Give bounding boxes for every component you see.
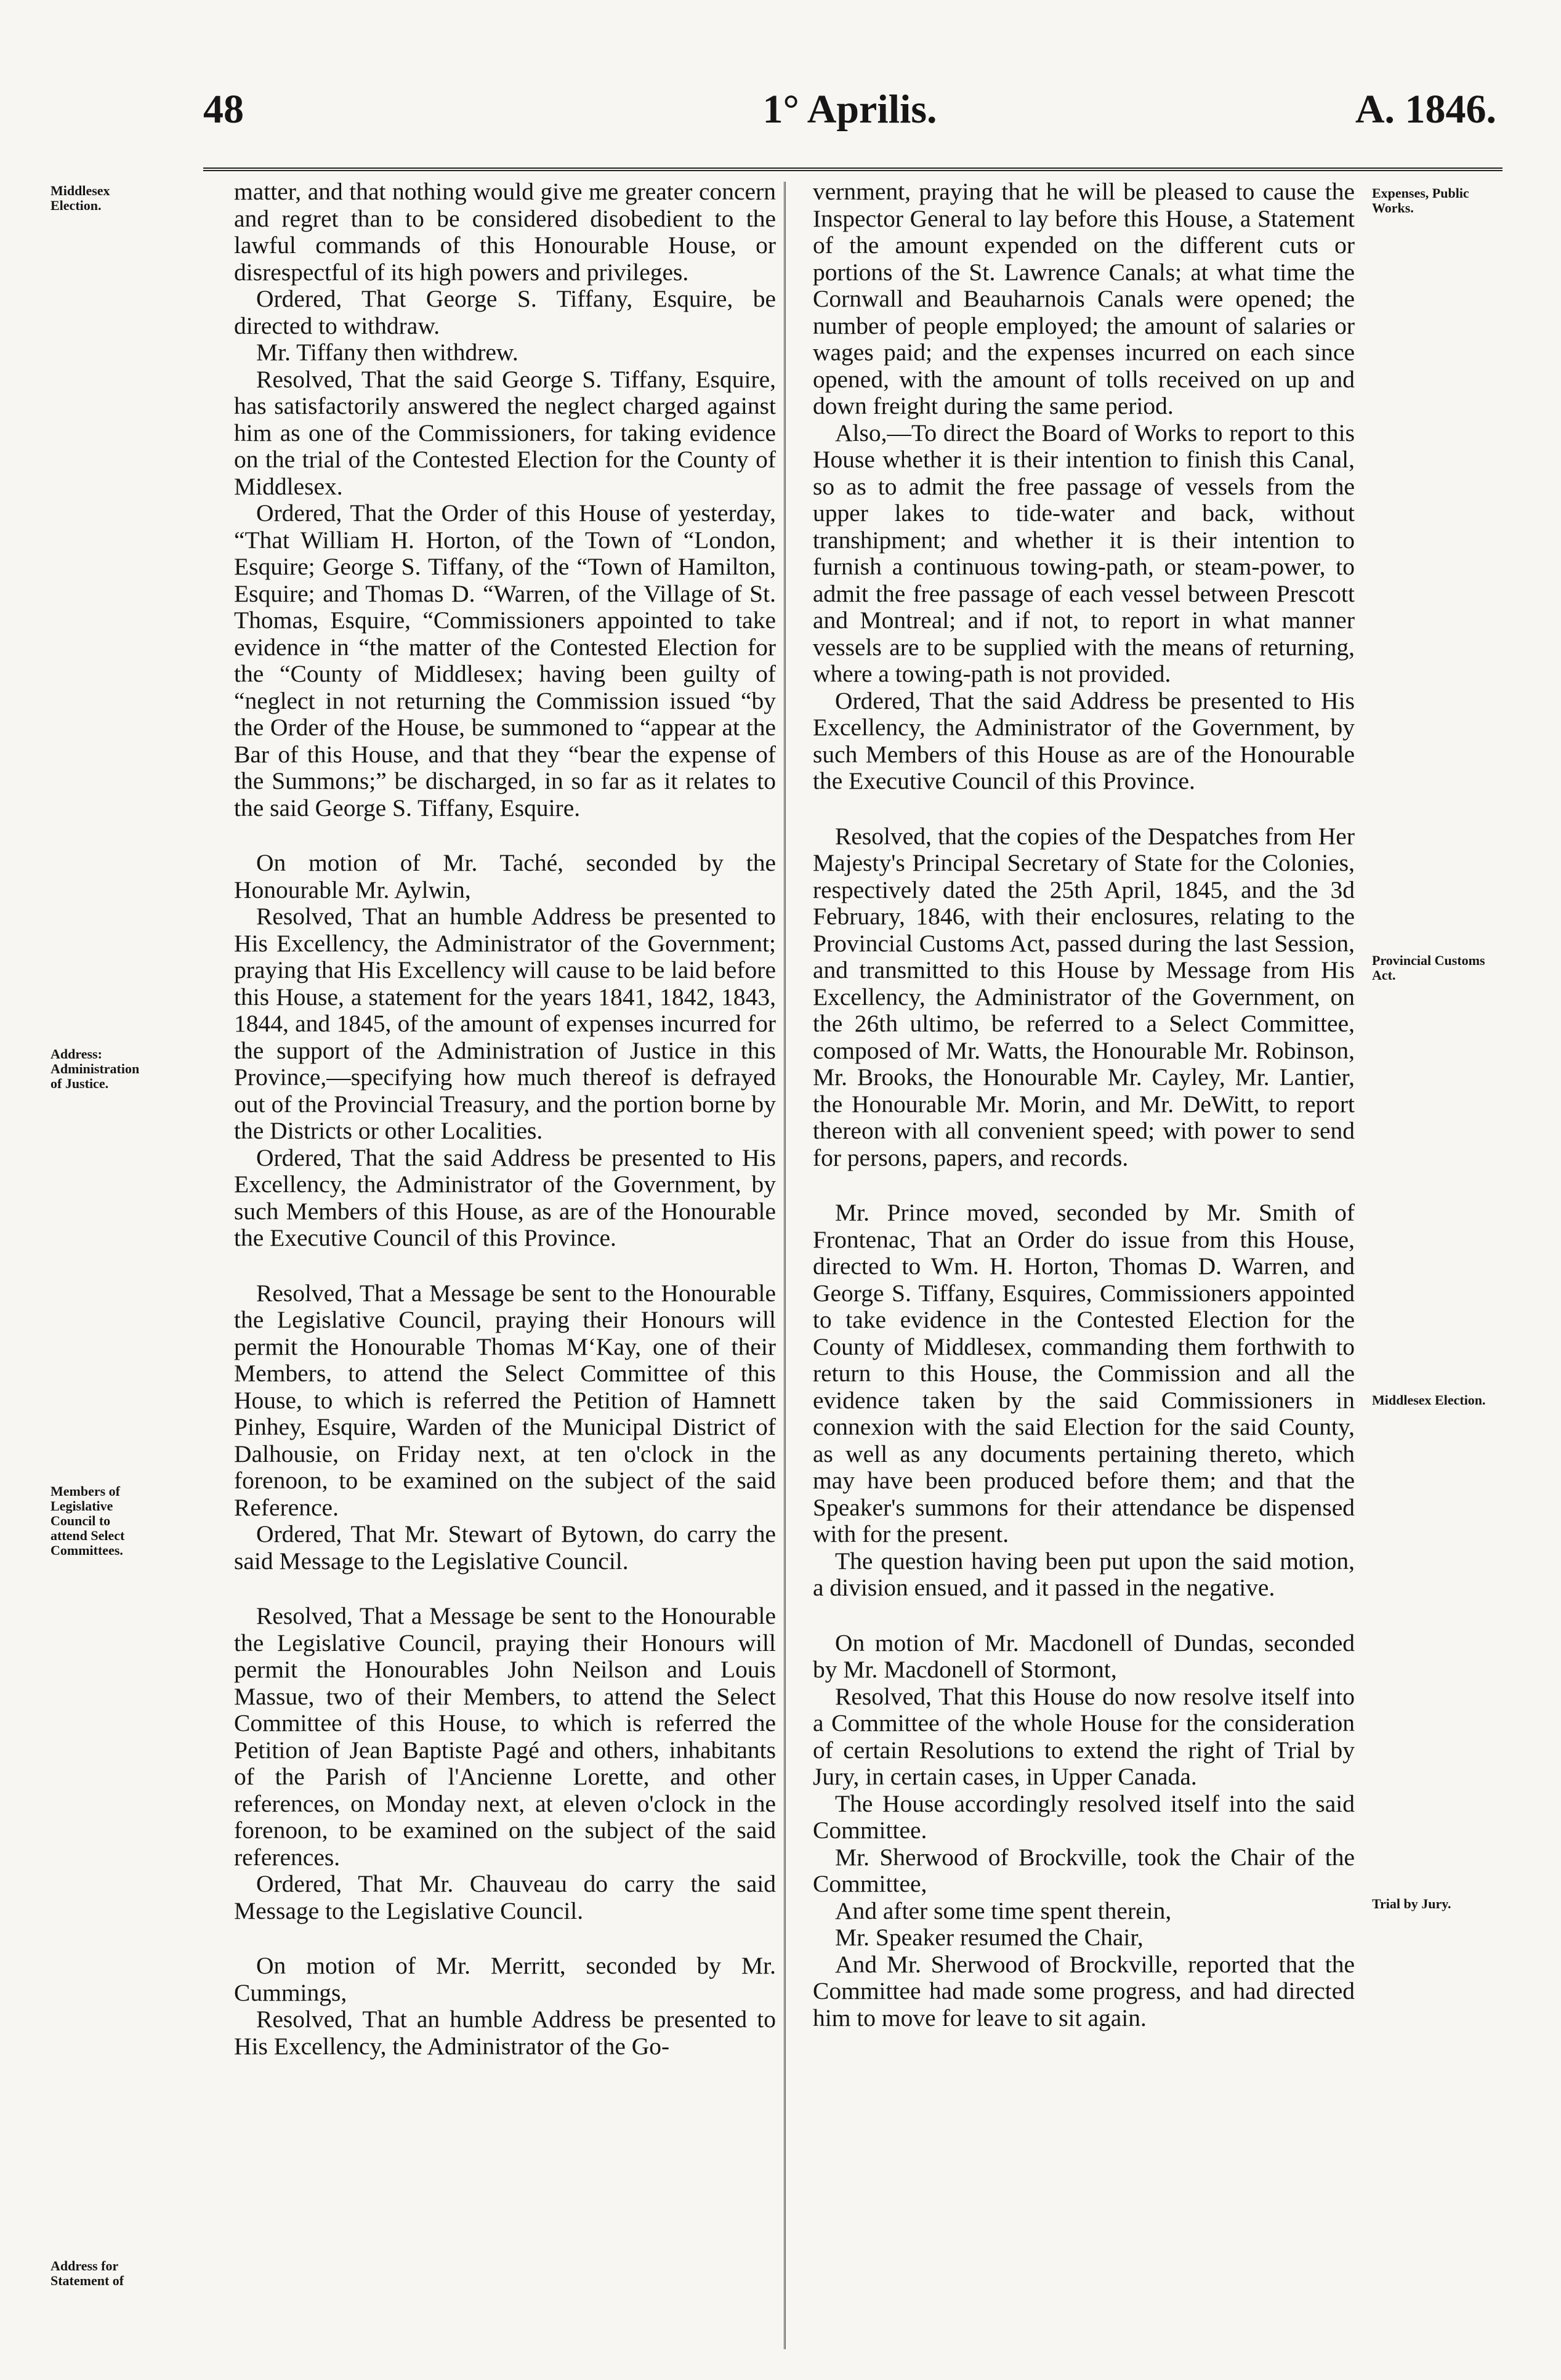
paragraph: Resolved, That an humble Address be presented to His Excellency, the Administrator of the Government; praying that His Excellency will cause to be laid before this House, a statement for the years 1841, 1842, 1843, 1844, and 1845, of the amount of expenses incurred for the support of the Administration of Justice in this Province,—specifying how much thereof is defrayed out of the Provincial Treasury, and the portion borne by the Districts or other Localities. [234,903,776,1144]
paragraph: Mr. Speaker resumed the Chair, [835,1924,1144,1951]
paragraph: Also,—To direct the Board of Works to report to this House whether it is their intention to finish this Canal, so as to admit the free passage of vessels from the upper lakes to tide-water and back, without transhipment; and whether it is their intention to furnish a continuous towing-path, or steam-power, to admit the free passage of each vessel between Prescott and Montreal; and if not, to report in what manner vessels are to be supplied with the means of returning, where a towing-path is not provided. [813,419,1355,687]
paragraph: Ordered, That George S. Tiffany, Esquire, be directed to withdraw. [234,285,776,339]
paragraph: matter, and that nothing would give me greater concern and regret than to be considered disobedient to the lawful commands of this Honourable House, or disrespectful of its high powers and privileges. [234,178,776,286]
paragraph: Ordered, That the said Address be presented to His Excellency, the Administrator of the Government, by such Members of this House as are of the Honourable the Executive Council of this Province. [813,687,1355,794]
paragraph: Mr. Prince moved, seconded by Mr. Smith of Frontenac, That an Order do issue from this House, directed to Wm. H. Horton, Thomas D. Warren, and George S. Tiffany, Esquires, Commissioners appointed to take evidence in the Contested Election for the County of Middlesex, commanding them forthwith to return to this House, the Commission and all the evidence taken by the said Commissioners in connexion with the said Election for the said County, as well as any documents pertaining thereto, which may have been produced before them; and that the Speaker's summons for their attendance be dispensed with for the present. [813,1199,1355,1547]
paragraph: Ordered, That Mr. Stewart of Bytown, do carry the said Message to the Legislative Council. [234,1520,776,1575]
paragraph: Ordered, That the said Address be presented to His Excellency, the Administrator of the Government, by such Members of this House, as are of the Honourable the Executive Council of this Province. [234,1144,776,1251]
margin-note-middlesex-election-2: Middlesex Election. [1372,1392,1486,1408]
margin-note-provincial-customs: Provincial Customs Act. [1372,953,1485,983]
header-rule [203,167,1503,171]
margin-note-members-council: Members of Legislative Council to attend Select Committees. [50,1483,125,1558]
paragraph: Mr. Sherwood of Brockville, took the Chair of the Committee, [813,1843,1355,1897]
paragraph: Resolved, That this House do now resolve itself into a Committee of the whole House for the consideration of certain Resolutions to extend the right of Trial by Jury, in certain cases, in Upper Canada. [813,1682,1355,1790]
paragraph: Mr. Tiffany then withdrew. [256,339,518,366]
paragraph: Resolved, that the copies of the Despatches from Her Majesty's Principal Secretary of State for the Colonies, respectively dated the 25th April, 1845, and the 3d February, 1846, with their enclosures, relating to the Provincial Customs Act, passed during the last Session, and transmitted to this House by Message from His Excellency, the Administrator of the Government, on the 26th ultimo, be referred to a Select Committee, composed of Mr. Watts, the Honourable Mr. Robinson, Mr. Brooks, the Honourable Mr. Cayley, Mr. Lantier, the Honourable Mr. Morin, and Mr. DeWitt, to report thereon with all convenient speed; with power to send for persons, papers, and records. [813,822,1355,1171]
paragraph: Resolved, That a Message be sent to the Honourable the Legislative Council, praying their Honours will permit the Honourable Thomas M‘Kay, one of their Members, to attend the Select Committee of this House, to which is referred the Petition of Hamnett Pinhey, Esquire, Warden of the Municipal District of Dalhousie, on Friday next, at ten o'clock in the forenoon, to be examined on the subject of the said Reference. [234,1279,776,1521]
column-divider [784,182,786,2349]
paragraph: vernment, praying that he will be pleased to cause the Inspector General to lay before this House, a Statement of the amount expended on the different cuts or portions of the St. Lawrence Canals; at what time the Cornwall and Beauharnois Canals were opened; the number of people employed; the amount of salaries or wages paid; and the expenses incurred on each since opened, with the amount of tolls received on up and down freight during the same period. [813,178,1355,419]
right-column [813,179,1355,2031]
paragraph: And after some time spent therein, [835,1897,1172,1924]
paragraph: Ordered, That Mr. Chauveau do carry the said Message to the Legislative Council. [234,1870,776,1924]
paragraph: On motion of Mr. Merritt, seconded by Mr. Cummings, [234,1952,776,2006]
page-number: 48 [203,87,244,132]
left-column [234,179,776,2060]
paragraph: On motion of Mr. Taché, seconded by the Honourable Mr. Aylwin, [234,849,776,903]
paragraph: The House accordingly resolved itself into the said Committee. [813,1789,1355,1844]
paragraph: Resolved, That an humble Address be presented to His Excellency, the Administrator of the Go- [234,2006,776,2060]
paragraph: Ordered, That the Order of this House of yesterday, “That William H. Horton, of the Town of “London, Esquire; George S. Tiffany, of the “Town of Hamilton, Esquire; and Thomas D. “Warren, of the Village of St. Thomas, Esquire, “Commissioners appointed to take evidence in “the matter of the Contested Election for the “County of Middlesex; having been guilty of “neglect in not returning the Commission issued “by the Order of the House, be summoned to “appear at the Bar of this House, and that they “bear the expense of the Summons;” be discharged, in so far as it relates to the said George S. Tiffany, Esquire. [234,499,776,821]
paragraph: The question having been put upon the said motion, a division ensued, and it passed in the negative. [813,1547,1355,1601]
paragraph: And Mr. Sherwood of Brockville, reported that the Committee had made some progress, and had directed him to move for leave to sit again. [813,1950,1355,2031]
margin-note-middlesex-election: Middlesex Election. [50,183,110,213]
paragraph: Resolved, That a Message be sent to the Honourable the Legislative Council, praying their Honours will permit the Honourables John Neilson and Louis Massue, two of their Members, to attend the Select Committee of this House, to which is referred the Petition of Jean Baptiste Pagé and others, inhabitants of the Parish of l'Ancienne Lorette, and other references, on Monday next, at eleven o'clock in the forenoon, to be examined on the subject of the said references. [234,1602,776,1871]
paragraph: On motion of Mr. Macdonell of Dundas, seconded by Mr. Macdonell of Stormont, [813,1629,1355,1683]
margin-note-expenses-public-works: Expenses, Public Works. [1372,185,1469,216]
paragraph: Resolved, That the said George S. Tiffany, Esquire, has satisfactorily answered the neglect charged against him as one of the Commissioners, for taking evidence on the trial of the Contested Election for the County of Middlesex. [234,365,776,500]
page-year: A. 1846. [1355,87,1496,132]
margin-note-address-justice: Address: Administration of Justice. [50,1046,140,1091]
margin-note-address-statement: Address for Statement of [50,2258,124,2288]
page-date: 1° Aprilis. [762,87,937,132]
margin-note-trial-by-jury: Trial by Jury. [1372,1896,1451,1911]
page-header [197,86,1503,154]
